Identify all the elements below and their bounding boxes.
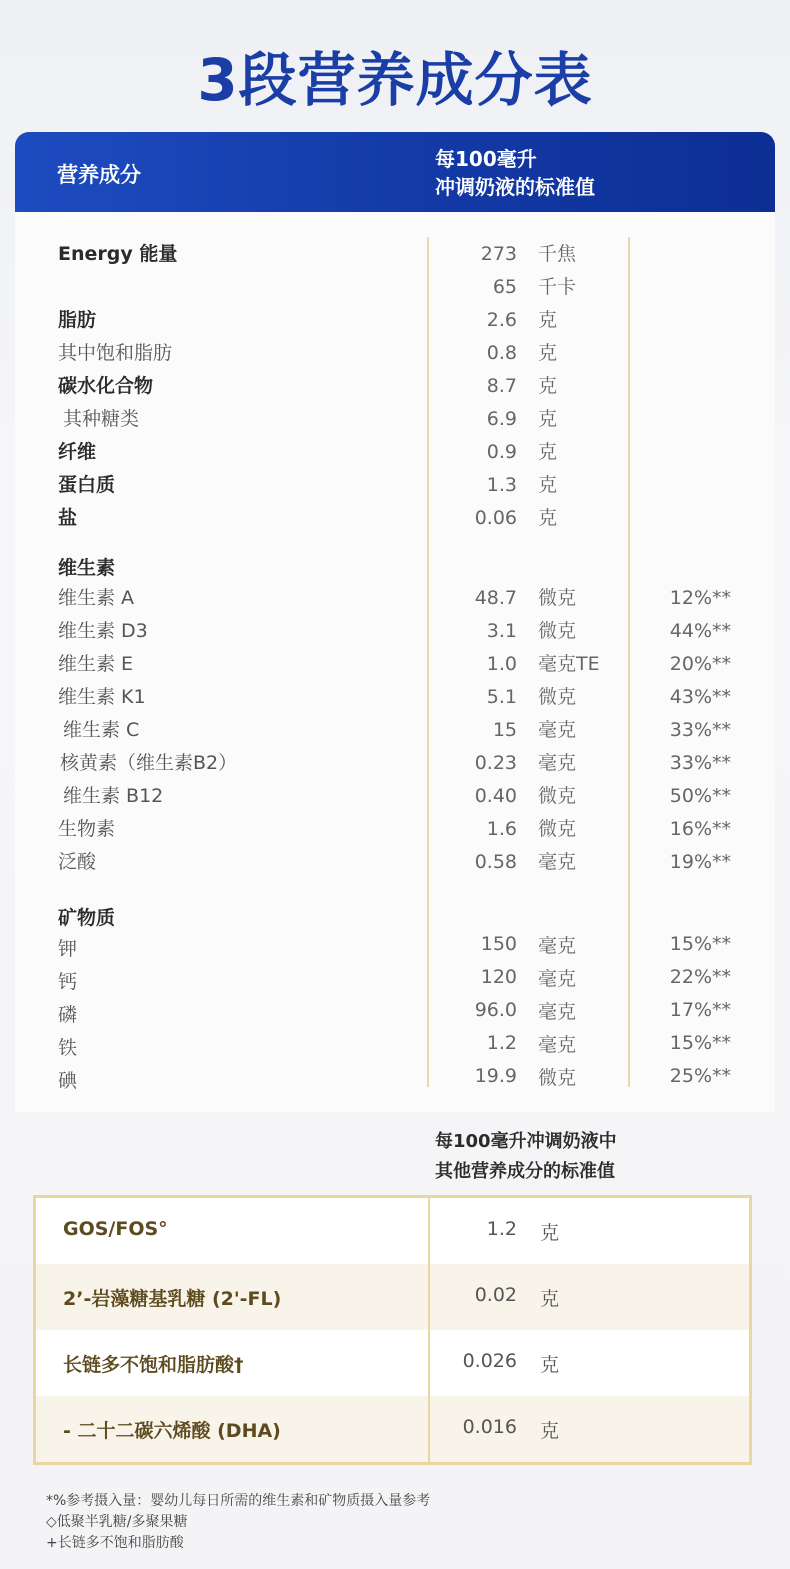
row-value: 0.58: [474, 851, 517, 873]
table-row: [15, 1027, 775, 1060]
table-row: [36, 1264, 749, 1330]
row-value: 1.6: [486, 818, 517, 840]
row-label: 蛋白质: [58, 474, 116, 496]
other-nutrients-heading: [435, 1127, 617, 1187]
row-label: 碳水化合物: [58, 375, 154, 397]
row-label: 维生素 E: [58, 653, 134, 675]
row-value: 120: [480, 966, 517, 988]
row-label: 生物素: [58, 818, 116, 840]
row-percent: 15%**: [669, 933, 731, 955]
row-label: 维生素 B12: [63, 785, 164, 807]
footnote: +长链多不饱和脂肪酸: [46, 1535, 184, 1551]
table-row: [15, 582, 775, 615]
row-percent: 22%**: [669, 966, 731, 988]
row-label: 维生素 A: [58, 587, 135, 609]
footnotes: [46, 1491, 430, 1554]
row-value: 1.2: [486, 1032, 517, 1054]
row-label: 脂肪: [58, 309, 97, 331]
row-unit: 毫克: [538, 851, 577, 873]
footnote: ◇低聚半乳糖/多聚果糖: [46, 1514, 188, 1530]
table-row: [15, 928, 775, 961]
row-label: 维生素 D3: [58, 620, 148, 642]
row-unit: 克: [540, 1420, 560, 1442]
row-value: 65: [492, 276, 517, 298]
table-row: [15, 370, 775, 403]
other-heading-line2: 其他营养成分的标准值: [435, 1161, 615, 1182]
header-nutrient-label: 营养成分: [57, 163, 141, 187]
table-row: [15, 337, 775, 370]
row-label: 碘: [58, 1070, 78, 1092]
row-unit: 毫克: [538, 968, 577, 990]
row-value: 48.7: [474, 587, 517, 609]
row-value: 273: [480, 243, 517, 265]
row-percent: 43%**: [669, 686, 731, 708]
row-label: Energy 能量: [58, 243, 178, 265]
row-label: 泛酸: [58, 851, 97, 873]
row-value: 5.1: [486, 686, 517, 708]
other-heading-line1: 每100毫升冲调奶液中: [435, 1131, 617, 1152]
row-label: 纤维: [58, 441, 97, 463]
nutrition-table: [15, 132, 775, 1112]
row-unit: 克: [538, 309, 558, 331]
row-value: 0.23: [474, 752, 517, 774]
row-value: 3.1: [486, 620, 517, 642]
row-percent: 17%**: [669, 999, 731, 1021]
row-label: 其种糖类: [63, 408, 140, 430]
table-row: [15, 681, 775, 714]
other-nutrients-table: [33, 1195, 752, 1465]
row-value: 1.2: [486, 1218, 517, 1240]
row-value: 19.9: [474, 1065, 517, 1087]
row-unit: 毫克: [538, 935, 577, 957]
table-row: [15, 648, 775, 681]
row-value: 0.016: [462, 1416, 517, 1438]
row-unit: 毫克: [538, 1034, 577, 1056]
row-value: 6.9: [486, 408, 517, 430]
table-header: [15, 132, 775, 212]
row-label: 核黄素（维生素B2）: [60, 752, 238, 774]
row-unit: 毫克: [538, 752, 577, 774]
row-unit: 千卡: [538, 276, 577, 298]
section-heading-vitamins: 维生素: [58, 557, 116, 579]
row-unit: 微克: [538, 686, 577, 708]
row-percent: 33%**: [669, 719, 731, 741]
row-percent: 15%**: [669, 1032, 731, 1054]
row-value: 15: [492, 719, 517, 741]
table-row: [15, 304, 775, 337]
row-unit: 毫克: [538, 1001, 577, 1023]
row-unit: 克: [540, 1222, 560, 1244]
row-percent: 19%**: [669, 851, 731, 873]
table-row: [36, 1330, 749, 1396]
row-unit: 微克: [538, 587, 577, 609]
table-row: [36, 1198, 749, 1264]
row-percent: 33%**: [669, 752, 731, 774]
table-row: [15, 469, 775, 502]
row-value: 0.06: [474, 507, 517, 529]
row-percent: 50%**: [669, 785, 731, 807]
row-percent: 20%**: [669, 653, 731, 675]
row-value: 0.9: [486, 441, 517, 463]
table-row: [15, 961, 775, 994]
row-percent: 25%**: [669, 1065, 731, 1087]
row-value: 0.02: [474, 1284, 517, 1306]
row-unit: 克: [538, 342, 558, 364]
row-label: 2’-岩藻糖基乳糖 (2'-FL): [63, 1288, 282, 1310]
header-value-line2: 冲调奶液的标准值: [435, 175, 595, 199]
table-row: [15, 714, 775, 747]
row-unit: 克: [538, 507, 558, 529]
row-label: 铁: [58, 1037, 78, 1059]
row-label: 维生素 K1: [58, 686, 146, 708]
row-value: 2.6: [486, 309, 517, 331]
table-row: [15, 994, 775, 1027]
table-row: [15, 403, 775, 436]
footnote: *%参考摄入量：婴幼儿每日所需的维生素和矿物质摄入量参考: [46, 1493, 431, 1509]
row-label: 磷: [58, 1004, 78, 1026]
row-value: 8.7: [486, 375, 517, 397]
row-label: 其中饱和脂肪: [58, 342, 173, 364]
row-unit: 微克: [538, 1067, 577, 1089]
row-value: 1.0: [486, 653, 517, 675]
row-percent: 12%**: [669, 587, 731, 609]
row-value: 0.40: [474, 785, 517, 807]
row-value: 0.026: [462, 1350, 517, 1372]
row-label: 盐: [58, 507, 78, 529]
table-row: [15, 846, 775, 879]
row-unit: 微克: [538, 620, 577, 642]
row-unit: 克: [538, 408, 558, 430]
row-percent: 16%**: [669, 818, 731, 840]
column-divider: [428, 1198, 430, 1462]
table-row: [15, 615, 775, 648]
row-label: 钙: [58, 971, 78, 993]
row-label: 维生素 C: [63, 719, 140, 741]
header-value-label: [435, 145, 595, 201]
row-percent: 44%**: [669, 620, 731, 642]
row-unit: 微克: [538, 785, 577, 807]
table-row: [15, 747, 775, 780]
row-unit: 克: [538, 375, 558, 397]
row-value: 150: [480, 933, 517, 955]
row-unit: 克: [540, 1354, 560, 1376]
row-unit: 克: [540, 1288, 560, 1310]
table-row: [15, 813, 775, 846]
row-label: GOS/FOS°: [63, 1218, 168, 1240]
row-label: 长链多不饱和脂肪酸†: [63, 1354, 244, 1376]
table-row: [15, 780, 775, 813]
row-label: - 二十二碳六烯酸 (DHA): [63, 1420, 281, 1442]
table-row: [15, 436, 775, 469]
row-label: 钾: [58, 938, 78, 960]
table-row-energy-kcal: [15, 271, 775, 304]
row-value: 96.0: [474, 999, 517, 1021]
row-unit: 克: [538, 474, 558, 496]
row-value: 1.3: [486, 474, 517, 496]
row-unit: 毫克: [538, 719, 577, 741]
row-unit: 微克: [538, 818, 577, 840]
row-unit: 克: [538, 441, 558, 463]
header-value-line1: 每100毫升: [435, 147, 537, 171]
row-value: 0.8: [486, 342, 517, 364]
table-row: [36, 1396, 749, 1462]
table-row-energy-kj: [15, 238, 775, 271]
section-heading-minerals: 矿物质: [58, 907, 116, 929]
table-row: [15, 502, 775, 535]
row-unit: 千焦: [538, 243, 577, 265]
page-title: 3段营养成分表: [197, 46, 593, 114]
row-unit: 毫克TE: [538, 653, 600, 675]
table-row: [15, 1060, 775, 1093]
